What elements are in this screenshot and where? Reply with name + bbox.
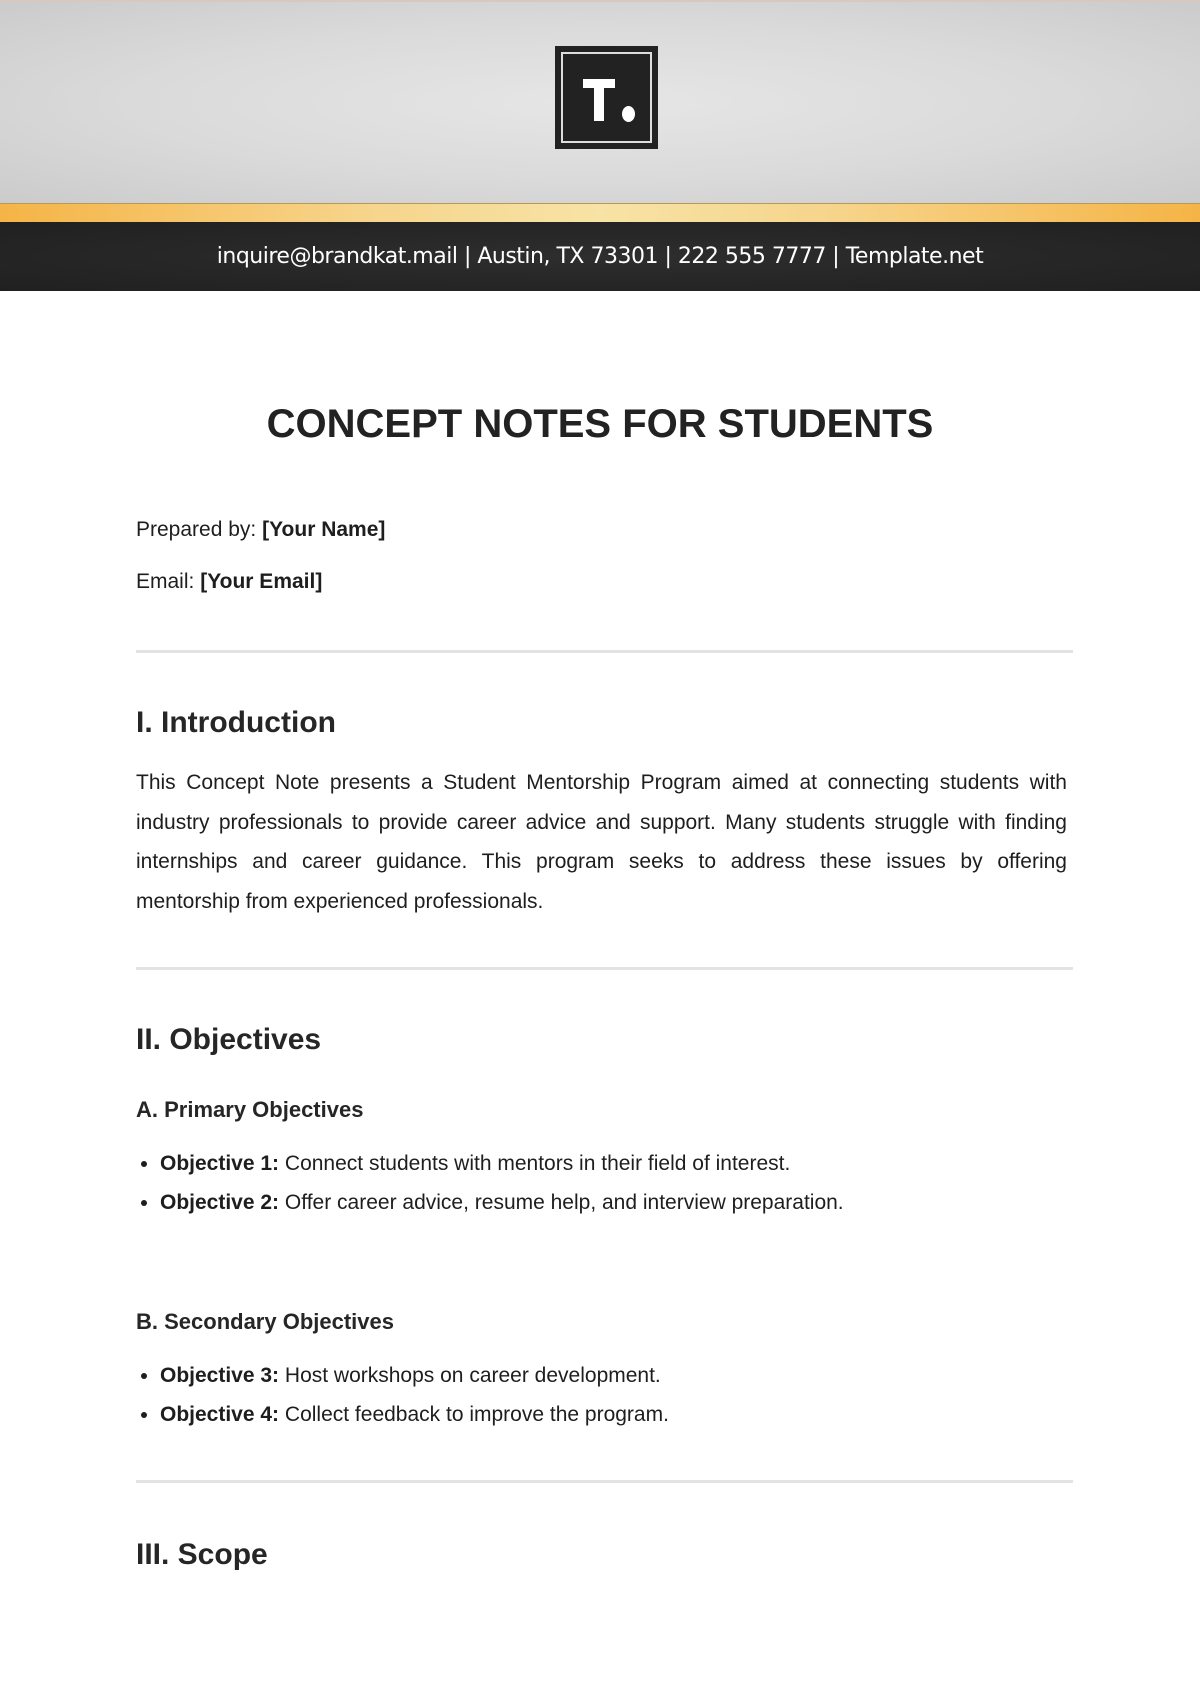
section-heading: II. Objectives <box>136 1023 322 1056</box>
item-text: Offer career advice, resume help, and interview preparation. <box>284 1191 844 1214</box>
subsection-heading: B. Secondary Objectives <box>136 1309 394 1334</box>
item-label: Objective 1: <box>160 1152 280 1175</box>
item-text: Connect students with mentors in their field of interest. <box>284 1152 791 1175</box>
section-heading: I. Introduction <box>136 706 336 739</box>
email <box>136 570 322 594</box>
email-value: [Your Email] <box>200 570 323 593</box>
item-text: Collect feedback to improve the program. <box>284 1403 669 1426</box>
section-body: This Concept Note presents a Student Mentorship Program aimed at connecting students with industry professionals to provide career advice and support. Many students struggle with finding internships and career guidance. This program seeks to address these issues by offering mentorship from experienced professionals. <box>136 771 1067 913</box>
email-label: Email: <box>136 570 195 593</box>
list-item <box>160 1356 669 1395</box>
list-item <box>160 1183 844 1222</box>
list-item <box>160 1144 844 1183</box>
item-label: Objective 2: <box>160 1191 280 1214</box>
objective-list <box>136 1144 844 1222</box>
document-title: CONCEPT NOTES FOR STUDENTS <box>266 402 934 446</box>
header-banner <box>0 0 1200 203</box>
item-label: Objective 3: <box>160 1364 280 1387</box>
contact-info: inquire@brandkat.mail | Austin, TX 73301 | 222 555 7777 | Template.net <box>216 244 984 269</box>
subsection-heading: A. Primary Objectives <box>136 1097 364 1122</box>
item-label: Objective 4: <box>160 1403 280 1426</box>
objective-list <box>136 1356 669 1434</box>
prepared-by-label: Prepared by: <box>136 518 257 541</box>
item-text: Host workshops on career development. <box>284 1364 661 1387</box>
divider <box>136 650 1073 653</box>
prepared-by-value: [Your Name] <box>262 518 386 541</box>
brand-logo <box>555 46 658 149</box>
section-heading: III. Scope <box>136 1538 268 1571</box>
list-item <box>160 1395 669 1434</box>
prepared-by <box>136 518 385 542</box>
accent-stripe <box>0 203 1200 222</box>
divider <box>136 967 1073 970</box>
divider <box>136 1480 1073 1483</box>
contact-bar <box>0 222 1200 291</box>
